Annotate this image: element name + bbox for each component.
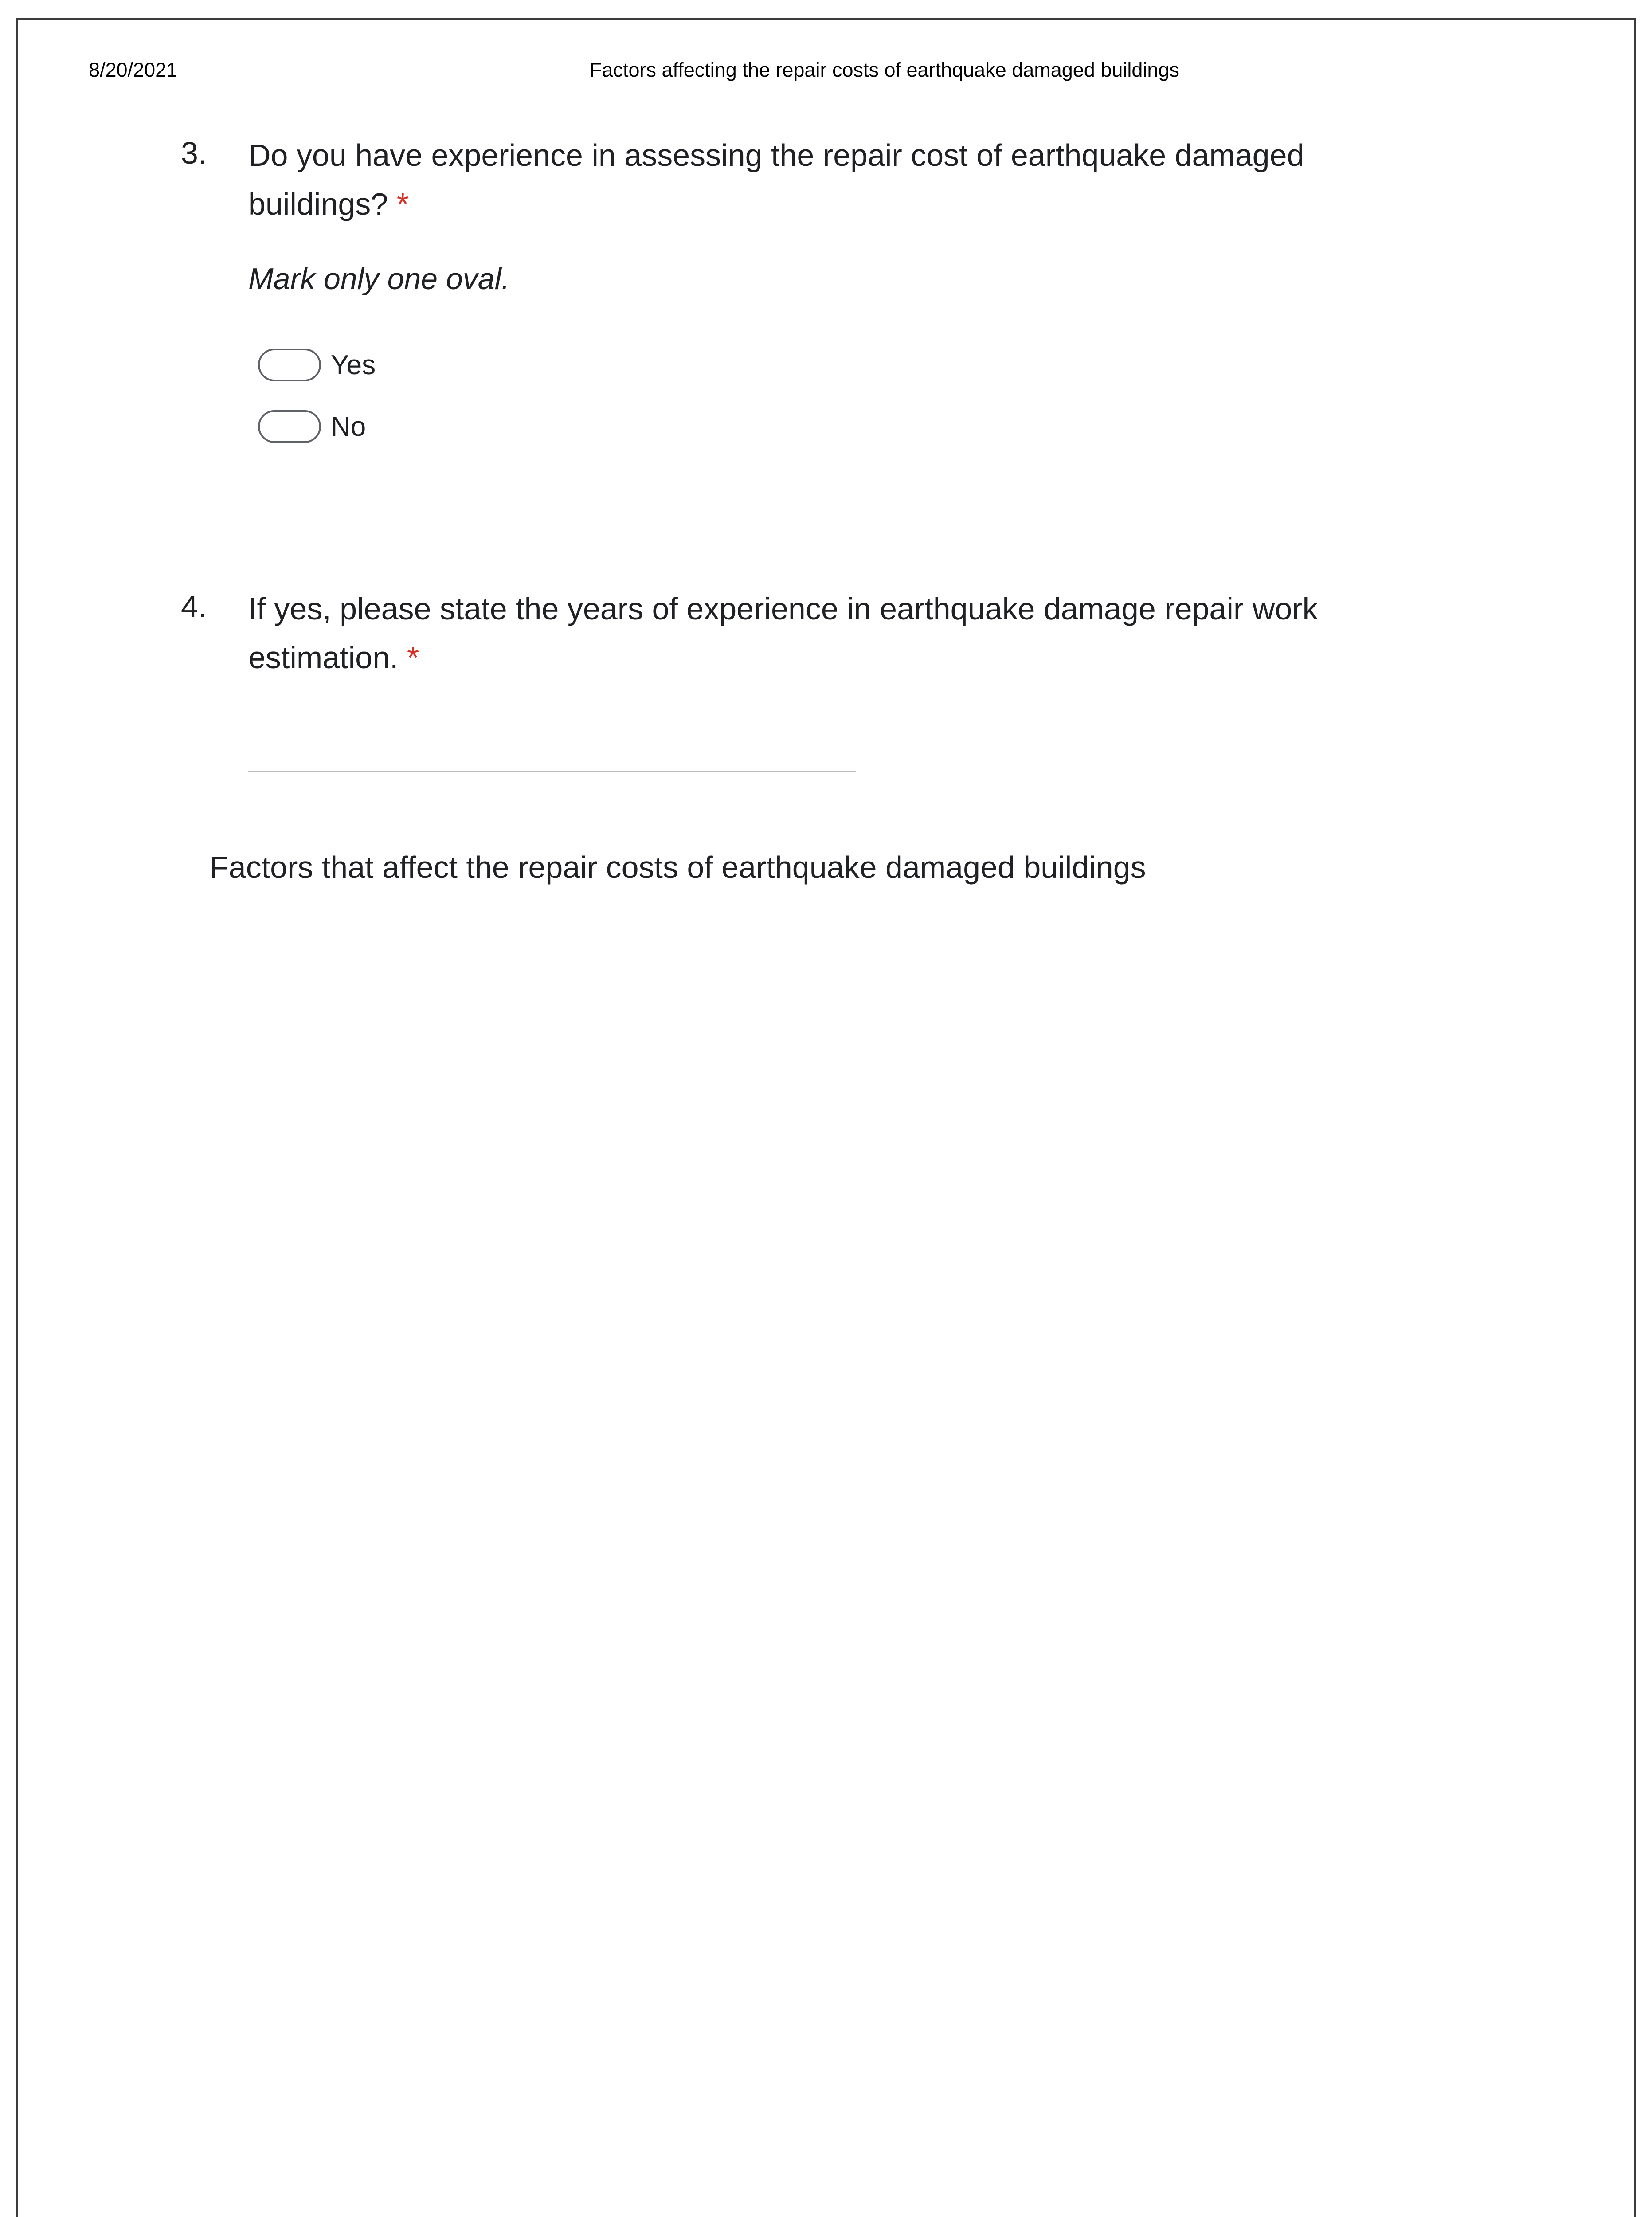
- question-4-answer-field[interactable]: [248, 771, 856, 772]
- question-4-line-2-text: estimation.: [248, 640, 399, 675]
- option-no[interactable]: [258, 408, 366, 445]
- option-yes-radio[interactable]: [258, 349, 321, 381]
- question-3-line-2-text: buildings?: [248, 187, 388, 221]
- question-4-number: 4.: [181, 589, 207, 624]
- question-4-text: [248, 584, 1445, 682]
- option-yes-label: Yes: [331, 349, 376, 380]
- section-title: Factors that affect the repair costs of earthquake damaged buildings: [210, 850, 1146, 885]
- question-4-line-2: [248, 633, 1445, 682]
- option-no-radio[interactable]: [258, 410, 321, 443]
- question-4-line-1: If yes, please state the years of experience in earthquake damage repair work: [248, 591, 1318, 626]
- print-header-title: Factors affecting the repair costs of earthquake damaged buildings: [590, 59, 1179, 81]
- question-3-instruction: Mark only one oval.: [248, 262, 510, 296]
- required-asterisk: *: [396, 187, 409, 221]
- question-3-line-2: [248, 180, 1445, 228]
- question-3-number: 3.: [181, 136, 207, 170]
- option-yes[interactable]: [258, 347, 376, 383]
- required-asterisk: *: [407, 640, 419, 675]
- print-header-date: 8/20/2021: [89, 59, 178, 81]
- option-no-label: No: [331, 411, 366, 442]
- question-3-text: [248, 131, 1445, 228]
- question-3-line-1: Do you have experience in assessing the repair cost of earthquake damaged: [248, 138, 1304, 172]
